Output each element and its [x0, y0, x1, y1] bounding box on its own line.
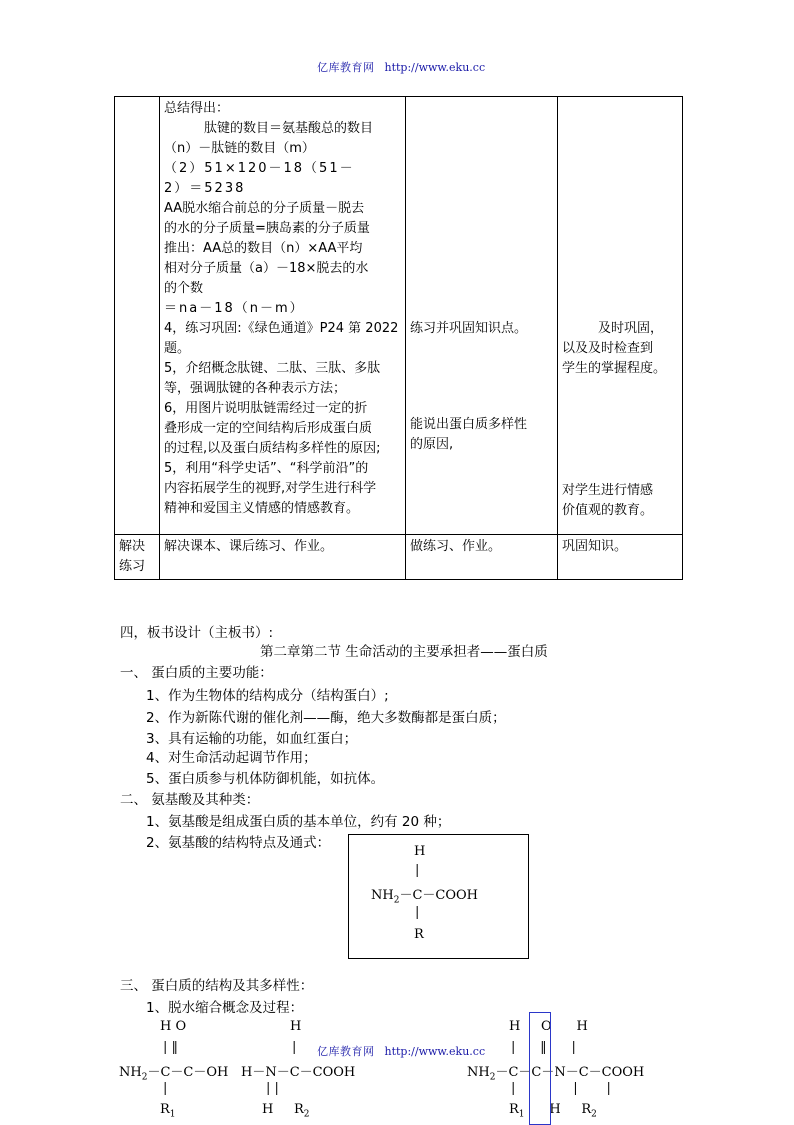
header-site: 亿库教育网 — [317, 61, 375, 74]
content-line: 总结得出： — [164, 101, 230, 116]
board-heading: 四，板书设计（主板书）: — [120, 625, 274, 641]
formula-r: R — [414, 927, 424, 942]
list-item: 3、具有运输的功能，如血红蛋白； — [146, 731, 358, 747]
content-line: （2）51×120－18（51－ — [164, 161, 355, 176]
page-header — [317, 59, 485, 75]
intent-line: 对学生进行情感 — [562, 483, 654, 498]
reaction-mid: H－N－C－COOH — [241, 1065, 356, 1080]
intent-line: 价值观的教育。 — [562, 503, 654, 518]
formula-main — [371, 884, 478, 906]
design-intent-cell — [558, 97, 683, 535]
section-heading: 三、 蛋白质的结构及其多样性： — [120, 978, 314, 994]
reaction-nh: NH — [119, 1065, 142, 1080]
reaction-r: H R — [262, 1102, 304, 1117]
content-line: （n）－肽链的数目（m） — [164, 141, 315, 156]
list-item: 4、对生命活动起调节作用； — [146, 750, 317, 766]
content-line: 叠形成一定的空间结构后形成蛋白质 — [164, 421, 373, 436]
reaction-chain: －C－C－N－C－COOH — [495, 1065, 645, 1080]
teacher-activity-cell — [160, 97, 406, 535]
content-line: 4，练习巩固:《绿色通道》P24 第 2022 — [164, 321, 399, 336]
formula-chain: －C－COOH — [399, 888, 478, 903]
intent-line: 及时巩固， — [598, 321, 664, 336]
list-item: 2、作为新陈代谢的催化剂——酶，绝大多数酶都是蛋白质； — [146, 710, 506, 726]
reaction-right — [467, 1061, 644, 1083]
intent-line: 学生的掌握程度。 — [562, 361, 667, 376]
reaction-mid — [262, 1102, 310, 1120]
content-line: ＝na－18（n－m） — [164, 301, 305, 316]
content-line: 6，用图片说明肽链需经过一定的折 — [164, 401, 368, 416]
reaction-sub: 2 — [141, 1072, 148, 1083]
formula-bond: | — [415, 905, 420, 920]
section-heading: 二、 氨基酸及其种类： — [120, 792, 260, 808]
content-line: 相对分子质量（a）－18×脱去的水 — [164, 261, 369, 276]
list-item: 1、氨基酸是组成蛋白质的基本单位，约有 20 种； — [146, 814, 451, 830]
design-intent-cell: 巩固知识。 — [558, 535, 683, 580]
list-item: 1、脱水缩合概念及过程： — [146, 1000, 304, 1016]
section-heading: 一、 蛋白质的主要功能： — [120, 665, 273, 681]
content-line: AA脱水缩合前总的分子质量－脱去 — [164, 201, 365, 216]
content-line: 等，强调肽键的各种表示方法； — [164, 381, 347, 396]
reaction-left: H O — [160, 1019, 187, 1034]
reaction-sub: 2 — [303, 1109, 310, 1120]
student-activity-cell: 做练习、作业。 — [406, 535, 558, 580]
reaction-mid: | | — [266, 1081, 279, 1096]
student-line: 的原因, — [410, 437, 454, 452]
content-line: 的过程,以及蛋白质结构多样性的原因; — [164, 441, 381, 456]
intent-line: 以及及时检查到 — [562, 341, 654, 356]
reaction-right: | | | — [511, 1081, 611, 1096]
reaction-r: H R — [524, 1102, 592, 1117]
peptide-bond-highlight — [529, 1012, 551, 1125]
reaction-left — [160, 1102, 176, 1120]
formula-bond: | — [415, 863, 420, 878]
footer-site: 亿库教育网 — [317, 1045, 375, 1058]
row-label-line: 解决 — [119, 539, 146, 554]
student-line: 能说出蛋白质多样性 — [410, 417, 528, 432]
student-line: 练习并巩固知识点。 — [410, 321, 528, 336]
lesson-table — [114, 96, 683, 580]
reaction-left: | ‖ — [163, 1040, 179, 1055]
row-label-line: 练习 — [119, 559, 146, 574]
content-line: 推出：AA总的数目（n）×AA平均 — [164, 241, 363, 256]
list-item: 1、作为生物体的结构成分（结构蛋白）; — [146, 688, 389, 704]
reaction-chain: －C－C－OH — [147, 1065, 229, 1080]
formula-h: H — [414, 844, 426, 859]
teacher-activity-cell: 解决课本、课后练习、作业。 — [160, 535, 406, 580]
reaction-left: | — [163, 1081, 168, 1096]
reaction-mid: | — [292, 1040, 297, 1055]
page-footer — [317, 1043, 485, 1059]
list-item: 5、蛋白质参与机体防御机能，如抗体。 — [146, 771, 385, 787]
content-line: 5，利用“科学史话”、“科学前沿”的 — [164, 461, 369, 476]
content-line: 肽键的数目＝氨基酸总的数目 — [204, 121, 374, 136]
chapter-title: 第二章第二节 生命活动的主要承担者——蛋白质 — [260, 644, 548, 660]
header-url[interactable]: http://www.eku.cc — [384, 61, 486, 74]
content-line: 的个数 — [164, 281, 204, 296]
content-line: 题。 — [164, 341, 191, 356]
table-row — [115, 535, 683, 580]
content-line: 5，介绍概念肽键、二肽、三肽、多肽 — [164, 361, 381, 376]
reaction-sub: 2 — [489, 1072, 496, 1083]
reaction-right — [509, 1102, 597, 1120]
formula-nh: NH — [371, 888, 394, 903]
reaction-sub: 1 — [518, 1109, 525, 1120]
reaction-left — [119, 1061, 228, 1083]
content-line: 内容拓展学生的视野,对学生进行科学 — [164, 481, 377, 496]
reaction-right: H O H — [509, 1019, 588, 1034]
row-label-cell — [115, 535, 160, 580]
content-line: 2）＝5238 — [164, 181, 246, 196]
footer-url[interactable]: http://www.eku.cc — [384, 1045, 486, 1058]
content-line: 的水的分子质量=胰岛素的分子质量 — [164, 221, 370, 236]
reaction-sub: 1 — [169, 1109, 176, 1120]
table-row — [115, 97, 683, 535]
reaction-r: R — [160, 1102, 170, 1117]
reaction-right: | ‖ | — [511, 1040, 576, 1055]
formula-sub: 2 — [393, 895, 400, 906]
row-label-cell — [115, 97, 160, 535]
reaction-sub: 2 — [591, 1109, 597, 1120]
reaction-nh: NH — [467, 1065, 490, 1080]
student-activity-cell — [406, 97, 558, 535]
reaction-mid: H — [290, 1019, 302, 1034]
list-item: 2、氨基酸的结构特点及通式： — [146, 835, 331, 851]
reaction-r: R — [509, 1102, 519, 1117]
content-line: 精神和爱国主义情感的情感教育。 — [164, 501, 360, 516]
